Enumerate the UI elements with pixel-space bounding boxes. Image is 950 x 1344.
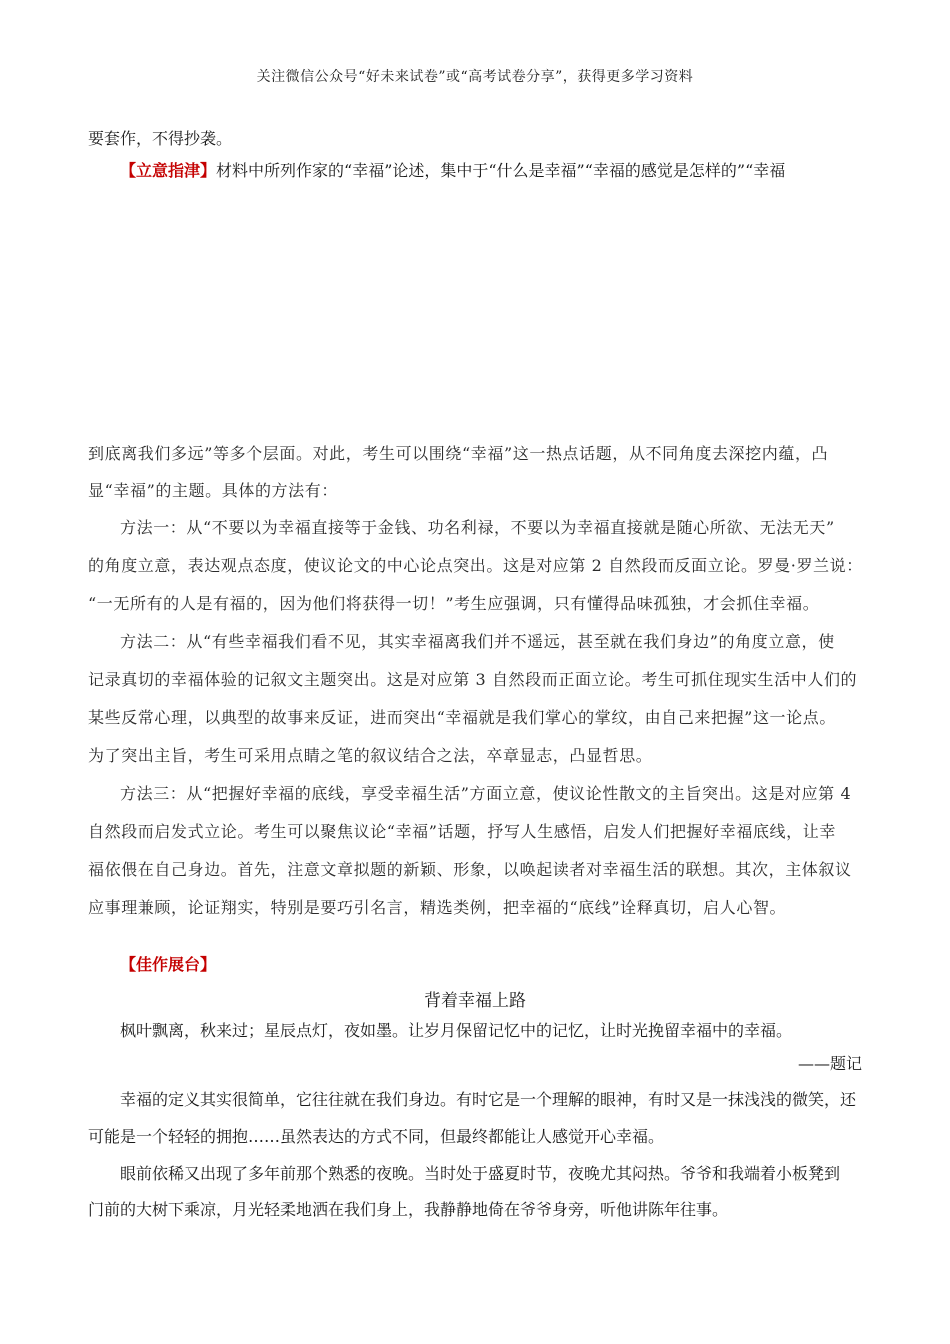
- paragraph-line: 要套作，不得抄袭。: [88, 129, 233, 148]
- body-line: 可能是一个轻轻的拥抱……虽然表达的方式不同，但最终都能让人感觉开心幸福。: [88, 1127, 665, 1146]
- scan-line: 显“幸福”的主题。具体的方法有：: [88, 481, 338, 500]
- guide-label: 【立意指津】: [120, 161, 217, 180]
- scan-line: “一无所有的人是有福的，因为他们将获得一切！”考生应强调，只有懂得品味孤独，才会抓住幸福。: [88, 594, 820, 613]
- epigraph: 枫叶飘离，秋来过；星辰点灯，夜如墨。让岁月保留记忆中的记忆，让时光挽留幸福中的幸福。: [120, 1021, 793, 1040]
- scan-line: 到底离我们多远”等多个层面。对此，考生可以围绕“幸福”这一热点话题，从不同角度去深挖内蕴，凸: [88, 444, 829, 463]
- scan-line: 方法三：从“把握好幸福的底线，享受幸福生活”方面立意，使议论性散文的主旨突出。这是对应第 4: [120, 784, 852, 803]
- scan-line: 自然段而启发式立论。考生可以聚焦议论“幸福”话题，抒写人生感悟，启发人们把握好幸福底线，让幸: [88, 822, 836, 841]
- scan-line: 记录真切的幸福体验的记叙文主题突出。这是对应第 3 自然段而正面立论。考生可抓住现实生活中人们的: [88, 670, 858, 689]
- body-line: 门前的大树下乘凉，月光轻柔地洒在我们身上，我静静地倚在爷爷身旁，听他讲陈年往事。: [88, 1200, 729, 1219]
- epigraph-signature: ——题记: [797, 1054, 862, 1073]
- essay-title: 背着幸福上路: [424, 991, 526, 1011]
- scan-line: 方法二：从“有些幸福我们看不见，其实幸福离我们并不遥远，甚至就在我们身边”的角度立意，使: [120, 632, 835, 651]
- guide-paragraph: [120, 160, 900, 182]
- body-line: 幸福的定义其实很简单，它往往就在我们身边。有时它是一个理解的眼神，有时又是一抹浅浅的微笑，还: [120, 1090, 857, 1109]
- showcase-label: 【佳作展台】: [120, 955, 217, 974]
- scan-line: 的角度立意，表达观点态度，使议论文的中心论点突出。这是对应第 2 自然段而反面立论。罗曼·罗兰说：: [88, 556, 863, 575]
- scan-line: 某些反常心理，以典型的故事来反证，进而突出“幸福就是我们掌心的掌纹，由自己来把握”这一论点。: [88, 708, 836, 727]
- scan-line: 应事理兼顾，论证翔实，特别是要巧引名言，精选类例，把幸福的“底线”诠释真切，启人心智。: [88, 898, 787, 917]
- scan-line: 为了突出主旨，考生可采用点睛之笔的叙议结合之法，卒章显志，凸显哲思。: [88, 746, 653, 765]
- scan-line: 方法一：从“不要以为幸福直接等于金钱、功名利禄，不要以为幸福直接就是随心所欲、无法无天”: [120, 518, 835, 537]
- guide-text: 材料中所列作家的“幸福”论述，集中于“什么是幸福”“幸福的感觉是怎样的”“幸福: [216, 161, 786, 180]
- body-line: 眼前依稀又出现了多年前那个熟悉的夜晚。当时处于盛夏时节，夜晚尤其闷热。爷爷和我端着小板凳到: [120, 1164, 841, 1183]
- page-header: 关注微信公众号“好未来试卷”或“高考试卷分享”，获得更多学习资料: [256, 69, 694, 85]
- scan-line: 福依偎在自己身边。首先，注意文章拟题的新颖、形象，以唤起读者对幸福生活的联想。其次，主体叙议: [88, 860, 852, 879]
